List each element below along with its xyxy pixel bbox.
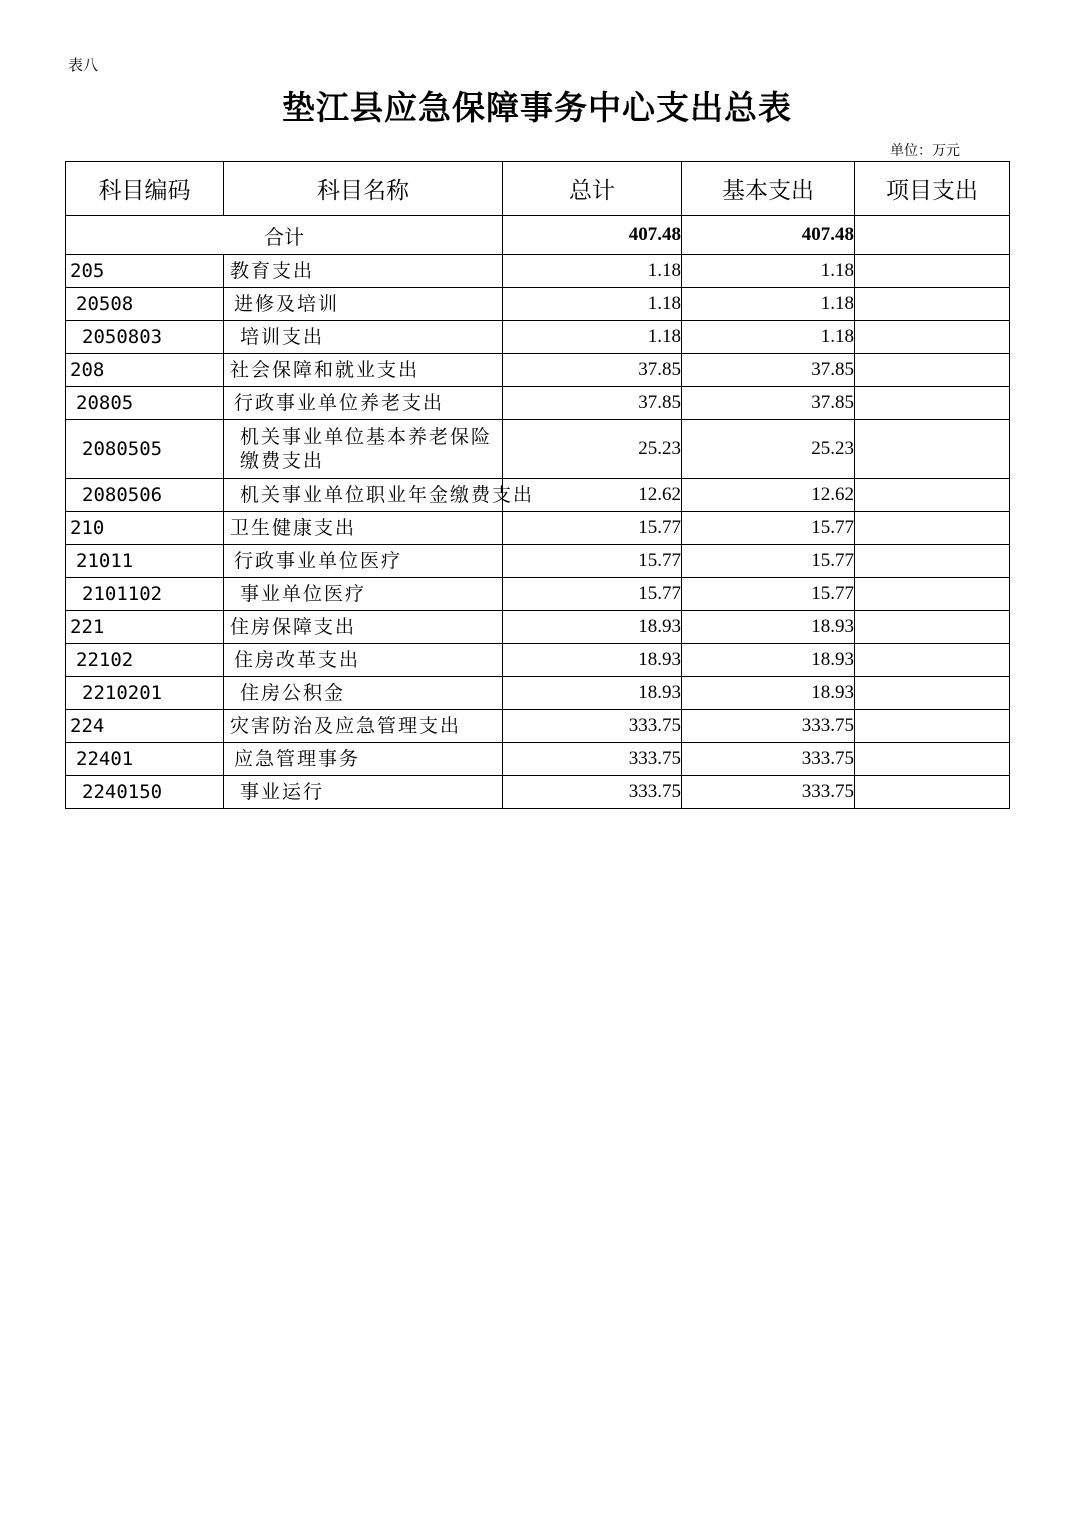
header-name: 科目名称 bbox=[224, 162, 503, 216]
row-basic: 333.75 bbox=[682, 743, 855, 776]
table-row bbox=[66, 354, 1010, 387]
row-total: 18.93 bbox=[503, 677, 682, 710]
table-row bbox=[66, 776, 1010, 809]
row-code: 2101102 bbox=[66, 578, 224, 611]
row-project bbox=[855, 545, 1010, 578]
row-name-text: 培训支出 bbox=[240, 326, 325, 348]
row-name bbox=[224, 776, 503, 809]
table-row bbox=[66, 512, 1010, 545]
row-name bbox=[224, 743, 503, 776]
row-name bbox=[224, 611, 503, 644]
total-label: 合计 bbox=[66, 216, 503, 255]
row-project bbox=[855, 776, 1010, 809]
table-row bbox=[66, 321, 1010, 354]
row-total: 333.75 bbox=[503, 710, 682, 743]
table-number: 表八 bbox=[68, 56, 99, 74]
row-name-text: 住房改革支出 bbox=[234, 649, 361, 671]
row-total: 37.85 bbox=[503, 387, 682, 420]
table-row bbox=[66, 545, 1010, 578]
total-basic: 407.48 bbox=[682, 216, 855, 255]
row-basic: 18.93 bbox=[682, 644, 855, 677]
row-basic: 1.18 bbox=[682, 321, 855, 354]
header-project: 项目支出 bbox=[855, 162, 1010, 216]
row-name bbox=[224, 677, 503, 710]
row-project bbox=[855, 387, 1010, 420]
row-total: 1.18 bbox=[503, 288, 682, 321]
row-total: 37.85 bbox=[503, 354, 682, 387]
row-basic: 37.85 bbox=[682, 387, 855, 420]
row-project bbox=[855, 611, 1010, 644]
row-project bbox=[855, 677, 1010, 710]
row-code: 224 bbox=[66, 710, 224, 743]
row-name-text: 应急管理事务 bbox=[234, 748, 361, 770]
row-name-text: 社会保障和就业支出 bbox=[230, 359, 420, 381]
row-project bbox=[855, 255, 1010, 288]
row-name bbox=[224, 710, 503, 743]
row-project bbox=[855, 578, 1010, 611]
row-project bbox=[855, 288, 1010, 321]
table-row bbox=[66, 420, 1010, 479]
header-basic: 基本支出 bbox=[682, 162, 855, 216]
row-code: 22102 bbox=[66, 644, 224, 677]
row-code: 2080506 bbox=[66, 479, 224, 512]
row-name-text: 机关事业单位职业年金缴费支出 bbox=[240, 484, 535, 506]
row-total: 1.18 bbox=[503, 321, 682, 354]
row-code: 210 bbox=[66, 512, 224, 545]
row-project bbox=[855, 420, 1010, 479]
row-name bbox=[224, 420, 503, 479]
row-project bbox=[855, 644, 1010, 677]
row-total: 15.77 bbox=[503, 578, 682, 611]
row-code: 208 bbox=[66, 354, 224, 387]
row-name-text: 卫生健康支出 bbox=[230, 517, 357, 539]
row-code: 2240150 bbox=[66, 776, 224, 809]
unit-label: 单位：万元 bbox=[890, 143, 960, 159]
table-row bbox=[66, 255, 1010, 288]
row-project bbox=[855, 479, 1010, 512]
header-code: 科目编码 bbox=[66, 162, 224, 216]
row-code: 2210201 bbox=[66, 677, 224, 710]
total-row bbox=[66, 216, 1010, 255]
row-name-text: 机关事业单位基本养老保险缴费支出 bbox=[240, 426, 493, 472]
row-name-text: 住房保障支出 bbox=[230, 616, 357, 638]
row-basic: 37.85 bbox=[682, 354, 855, 387]
row-name-text: 进修及培训 bbox=[234, 293, 340, 315]
row-name bbox=[224, 545, 503, 578]
row-code: 22401 bbox=[66, 743, 224, 776]
table-row bbox=[66, 611, 1010, 644]
header-row bbox=[66, 162, 1010, 216]
row-code: 2050803 bbox=[66, 321, 224, 354]
row-code: 20805 bbox=[66, 387, 224, 420]
row-code: 221 bbox=[66, 611, 224, 644]
row-name bbox=[224, 255, 503, 288]
row-total: 1.18 bbox=[503, 255, 682, 288]
row-project bbox=[855, 743, 1010, 776]
row-name bbox=[224, 288, 503, 321]
row-basic: 18.93 bbox=[682, 677, 855, 710]
row-code: 2080505 bbox=[66, 420, 224, 479]
row-total: 15.77 bbox=[503, 512, 682, 545]
row-total: 333.75 bbox=[503, 776, 682, 809]
total-project bbox=[855, 216, 1010, 255]
row-total: 18.93 bbox=[503, 644, 682, 677]
row-name-text: 事业单位医疗 bbox=[240, 583, 367, 605]
row-basic: 15.77 bbox=[682, 578, 855, 611]
page-title: 垫江县应急保障事务中心支出总表 bbox=[282, 88, 792, 127]
row-code: 20508 bbox=[66, 288, 224, 321]
row-name bbox=[224, 354, 503, 387]
row-total: 25.23 bbox=[503, 420, 682, 479]
row-name-text: 教育支出 bbox=[230, 260, 315, 282]
table-row bbox=[66, 387, 1010, 420]
table-row bbox=[66, 710, 1010, 743]
header-total: 总计 bbox=[503, 162, 682, 216]
row-name-text: 行政事业单位医疗 bbox=[234, 550, 403, 572]
row-basic: 18.93 bbox=[682, 611, 855, 644]
row-code: 205 bbox=[66, 255, 224, 288]
row-project bbox=[855, 710, 1010, 743]
table-row bbox=[66, 288, 1010, 321]
row-name-text: 行政事业单位养老支出 bbox=[234, 392, 445, 414]
row-name-text: 住房公积金 bbox=[240, 682, 346, 704]
row-basic: 12.62 bbox=[682, 479, 855, 512]
row-name bbox=[224, 644, 503, 677]
table-row bbox=[66, 743, 1010, 776]
row-total: 18.93 bbox=[503, 611, 682, 644]
total-total: 407.48 bbox=[503, 216, 682, 255]
row-basic: 1.18 bbox=[682, 255, 855, 288]
row-total: 333.75 bbox=[503, 743, 682, 776]
row-basic: 25.23 bbox=[682, 420, 855, 479]
table-row bbox=[66, 479, 1010, 512]
row-code: 21011 bbox=[66, 545, 224, 578]
table-row bbox=[66, 578, 1010, 611]
table-row bbox=[66, 677, 1010, 710]
row-total: 12.62 bbox=[503, 479, 682, 512]
row-name bbox=[224, 578, 503, 611]
expenditure-table bbox=[65, 161, 1010, 809]
row-name-text: 事业运行 bbox=[240, 781, 325, 803]
table-row bbox=[66, 644, 1010, 677]
row-basic: 333.75 bbox=[682, 710, 855, 743]
row-project bbox=[855, 512, 1010, 545]
row-name bbox=[224, 321, 503, 354]
row-project bbox=[855, 354, 1010, 387]
row-basic: 1.18 bbox=[682, 288, 855, 321]
row-name bbox=[224, 479, 535, 512]
row-name bbox=[224, 387, 503, 420]
row-basic: 15.77 bbox=[682, 512, 855, 545]
row-name bbox=[224, 512, 503, 545]
row-name-text: 灾害防治及应急管理支出 bbox=[230, 715, 462, 737]
row-basic: 333.75 bbox=[682, 776, 855, 809]
row-basic: 15.77 bbox=[682, 545, 855, 578]
row-total: 15.77 bbox=[503, 545, 682, 578]
row-project bbox=[855, 321, 1010, 354]
